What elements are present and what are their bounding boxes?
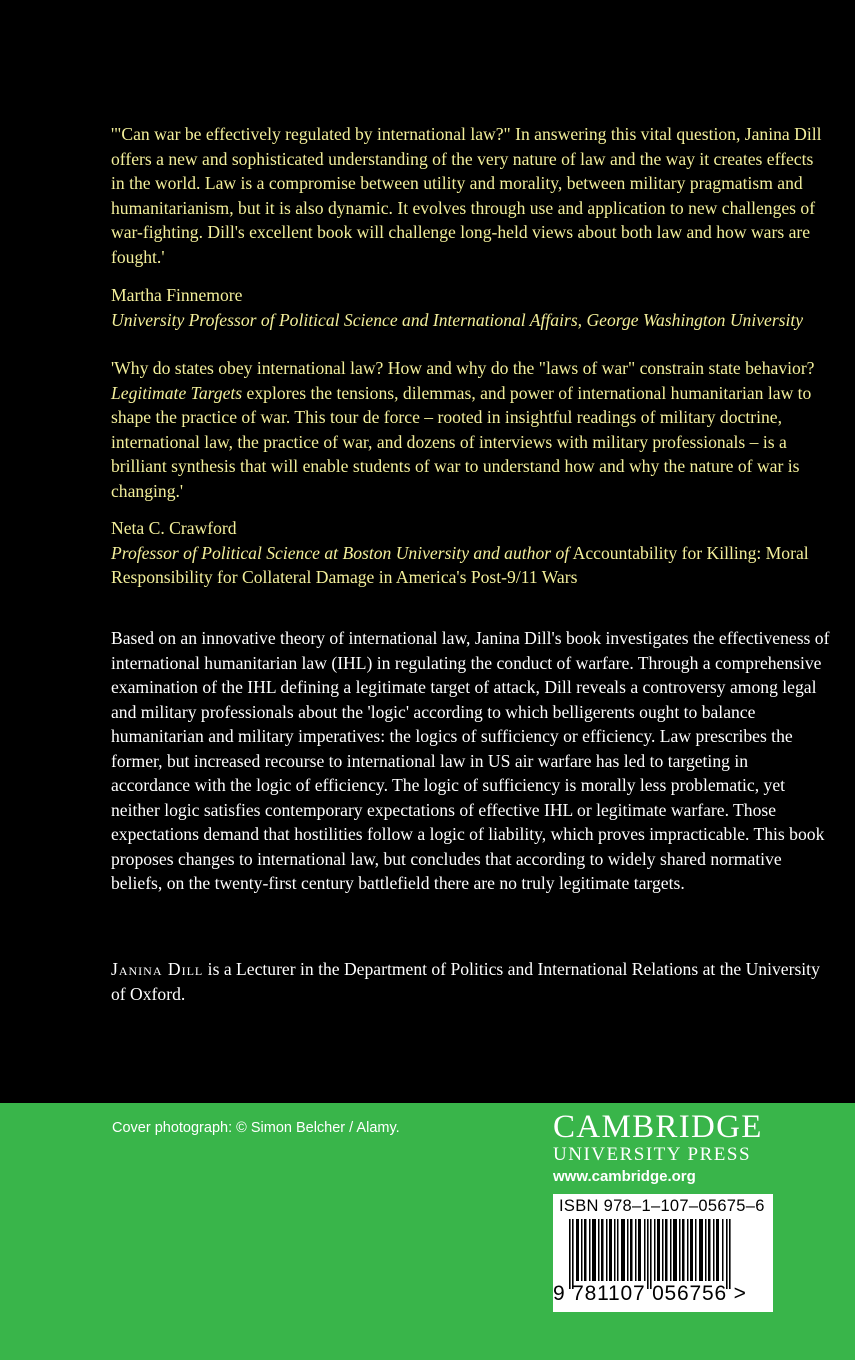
publisher-press: UNIVERSITY PRESS	[553, 1144, 752, 1165]
endorsement-attribution-crawford	[111, 516, 831, 590]
isbn-barcode-box	[553, 1194, 773, 1312]
publisher-url: www.cambridge.org	[553, 1168, 696, 1185]
quote-text-part: 'Why do states obey international law? How and why do the "laws of war" constrain state behavior?	[111, 358, 815, 378]
author-name: Janina Dill	[111, 959, 204, 979]
isbn-number: ISBN 978–1–107–05675–6	[559, 1197, 765, 1215]
book-title-italic: Legitimate Targets	[111, 382, 243, 403]
photo-credit: Cover photograph: © Simon Belcher / Alamy.	[112, 1120, 400, 1136]
endorsement-quote-crawford	[111, 356, 831, 503]
publisher-name: CAMBRIDGE	[553, 1109, 763, 1145]
endorsement-attribution-finnemore	[111, 283, 831, 332]
endorsement-quote-finnemore: '"Can war be effectively regulated by international law?" In answering this vital question, Janina Dill offers a new and sophisticated understanding of the very nature of law and the way it creates effects in the world. Law is a compromise between utility and morality, between military pragmatism and humanitarianism, but it is also dynamic. It evolves through use and application to new challenges of war-fighting. Dill's excellent book will challenge long-held views about both law and how wars are fought.'	[111, 124, 822, 267]
author-bio	[111, 957, 831, 1006]
author-bio-text: is a Lecturer in the Department of Politics and International Relations at the University of Oxford.	[111, 959, 820, 1004]
book-description: Based on an innovative theory of international law, Janina Dill's book investigates the effectiveness of international humanitarian law (IHL) in regulating the conduct of warfare. Through a comprehensive examination of the IHL defining a legitimate target of attack, Dill reveals a controversy among legal and military professionals about the 'logic' according to which belligerents ought to balance humanitarian and military imperatives: the logics of sufficiency or efficiency. Law prescribes the former, but increased recourse to international law in US air warfare has led to targeting in accordance with the logic of efficiency. The logic of sufficiency is morally less problematic, yet neither logic satisfies contemporary expectations of effective IHL or legitimate warfare. Those expectations demand that hostilities follow a logic of liability, which proves impracticable. This book proposes changes to international law, but concludes that according to widely shared normative beliefs, on the twenty-first century battlefield there are no truly legitimate targets.	[111, 628, 830, 893]
barcode-digits: 9 781107 056756 >	[553, 1282, 747, 1305]
barcode-icon	[563, 1219, 743, 1289]
endorser-role: University Professor of Political Science and International Affairs, George Washington University	[111, 309, 804, 330]
endorser-role-line	[111, 541, 831, 590]
endorser-name: Martha Finnemore	[111, 285, 243, 305]
quote-text-part: explores the tensions, dilemmas, and power of international humanitarian law to shape the practice of war. This tour de force – rooted in insightful readings of military doctrine, international law, the practice of war, and dozens of interviews with military professionals – is a brilliant synthesis that will enable students of war to understand how and why the nature of war is changing.'	[111, 382, 812, 501]
endorser-name: Neta C. Crawford	[111, 518, 237, 538]
endorser-book-title: Accountability for Killing: Moral Responsibility for Collateral Damage in America's Post-9/11 Wars	[111, 542, 809, 587]
publisher-logo	[553, 1110, 778, 1186]
endorser-role: Professor of Political Science at Boston University and author of	[111, 542, 570, 563]
